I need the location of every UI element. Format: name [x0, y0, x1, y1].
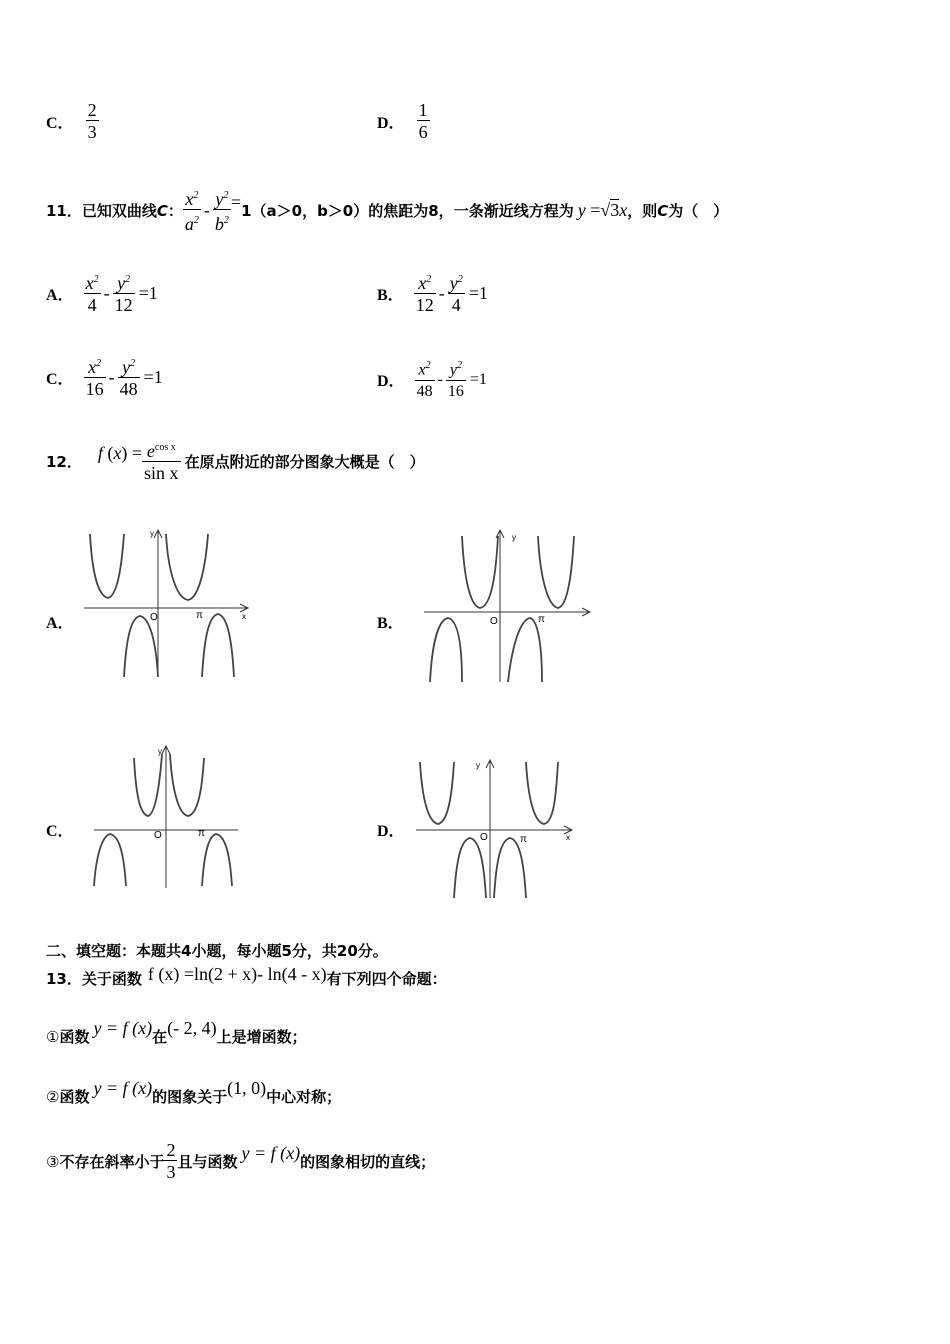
q13-proposition-3: ③ 不存在斜率小于 $\frac{2}{3}$ 且与函数 y = f (x) 的图象相切的直线； — [46, 1140, 436, 1182]
curve-lower-right — [508, 618, 542, 682]
x-label: x — [242, 612, 246, 621]
pi-label: π — [538, 614, 545, 625]
fraction: $\frac{1}{6}$ — [418, 100, 428, 142]
pi-label: π — [520, 834, 527, 845]
graph-c[interactable] — [90, 740, 245, 890]
q12-stem: 12． f (x) = $\frac{e^{cos x}}{\text{sin x}}$ 在原点附近的部分图象大概是（ ） — [46, 438, 425, 484]
curve-upper-right — [166, 534, 208, 600]
asymptote-equation: y =√3x — [577, 200, 628, 220]
y-label: y — [512, 533, 516, 542]
q12-option-b-label[interactable]: B． — [377, 615, 404, 632]
q12-option-d-label[interactable]: D． — [377, 823, 405, 840]
fraction: $\frac{x^2}{48}$ — [415, 356, 435, 403]
fraction: $\frac{2}{3}$ — [87, 100, 97, 142]
fraction: $\frac{y^2}{12}$ — [114, 273, 133, 315]
curve-lower-left — [454, 838, 486, 898]
curve-lower-right — [202, 834, 232, 886]
q11-option-a[interactable]: A． $\frac{x^2}{4}$ - $\frac{y^2}{12}$ =1 — [46, 270, 158, 316]
curve-lower-right — [494, 838, 526, 898]
curve-upper-left — [420, 762, 454, 824]
q11-option-c[interactable]: C． $\frac{x^2}{16}$ - $\frac{y^2}{48}$ =1 — [46, 354, 163, 400]
curve-lower-left — [94, 834, 126, 886]
option-label: A． — [46, 286, 74, 304]
q12-option-c-label[interactable]: C． — [46, 823, 74, 840]
fraction: $\frac{2}{3}$ — [166, 1140, 176, 1182]
curve-upper-left — [462, 536, 498, 608]
fraction: $\frac{x^2}{16}$ — [85, 357, 104, 399]
q10-option-c[interactable] — [46, 100, 99, 143]
fraction: $\frac{e^{cos x}}{\text{sin x}}$ — [144, 441, 179, 483]
q11-stem: 11． 已知双曲线 C ： $\frac{x^2}{a^2}$ - $\frac{y^2}{b^2}$ = 1 （a＞0，b＞0） 的焦距为8，一条渐近线方程为 y =√3x ，则 C 为（ ） — [46, 186, 728, 235]
y-label: y — [476, 761, 480, 770]
pi-label: π — [196, 610, 203, 621]
graph-a[interactable] — [80, 522, 260, 682]
curves — [430, 536, 574, 682]
fraction: $\frac{y^2}{b^2}$ — [214, 189, 229, 234]
fraction: $\frac{y^2}{48}$ — [119, 357, 138, 399]
curve-lower-right — [202, 614, 234, 677]
origin-label: O — [150, 612, 158, 623]
q10-option-d[interactable] — [377, 100, 430, 143]
curve-upper-right — [170, 754, 204, 816]
q11-option-d[interactable]: D． $\frac{x^2}{48}$ - $\frac{y^2}{16}$ =1 — [377, 356, 487, 403]
curve-upper-right — [526, 762, 558, 824]
curve-upper-left — [90, 534, 124, 598]
section-heading: 二、填空题：本题共4小题，每小题5分，共20分。 — [46, 942, 388, 960]
fraction: $\frac{x^2}{4}$ — [85, 273, 99, 315]
option-label: D． — [377, 373, 405, 391]
q13-proposition-2: ② 函数 y = f (x) 的图象关于 (1, 0) 中心对称； — [46, 1078, 342, 1106]
option-label: C． — [46, 115, 74, 132]
fraction: $\frac{x^2}{12}$ — [415, 273, 434, 315]
curve-lower-left — [124, 616, 158, 677]
q13-proposition-1: ① 函数 y = f (x) 在 (- 2, 4) 上是增函数； — [46, 1018, 307, 1046]
origin-label: O — [154, 830, 162, 841]
curve-lower-left — [430, 618, 462, 682]
option-label: B． — [377, 286, 404, 304]
option-label: C． — [46, 370, 74, 388]
option-label: D． — [377, 115, 405, 132]
q12-option-a-label[interactable]: A． — [46, 615, 74, 632]
y-label: y — [158, 747, 162, 756]
curves — [94, 754, 232, 886]
origin-label: O — [480, 832, 488, 843]
graph-d[interactable] — [412, 756, 582, 901]
function-name: f (x) = — [97, 442, 143, 463]
origin-label: O — [490, 616, 498, 627]
pi-label: π — [198, 828, 205, 839]
curve-upper-right — [538, 536, 574, 608]
fraction: $\frac{y^2}{16}$ — [446, 356, 466, 403]
q11-option-b[interactable]: B． $\frac{x^2}{12}$ - $\frac{y^2}{4}$ =1 — [377, 270, 488, 316]
x-label: x — [566, 833, 570, 842]
curves — [90, 534, 234, 677]
function-definition: f (x) =ln(2 + x)- ln(4 - x) — [147, 964, 327, 984]
y-label: y — [150, 529, 154, 538]
curve-upper-left — [134, 754, 162, 816]
fraction: $\frac{x^2}{a^2}$ — [184, 189, 199, 234]
fraction: $\frac{y^2}{4}$ — [449, 273, 463, 315]
graph-b[interactable] — [420, 522, 600, 687]
q13-stem: 13． 关于函数 f (x) =ln(2 + x)- ln(4 - x) 有下列四个命题： — [46, 964, 447, 988]
